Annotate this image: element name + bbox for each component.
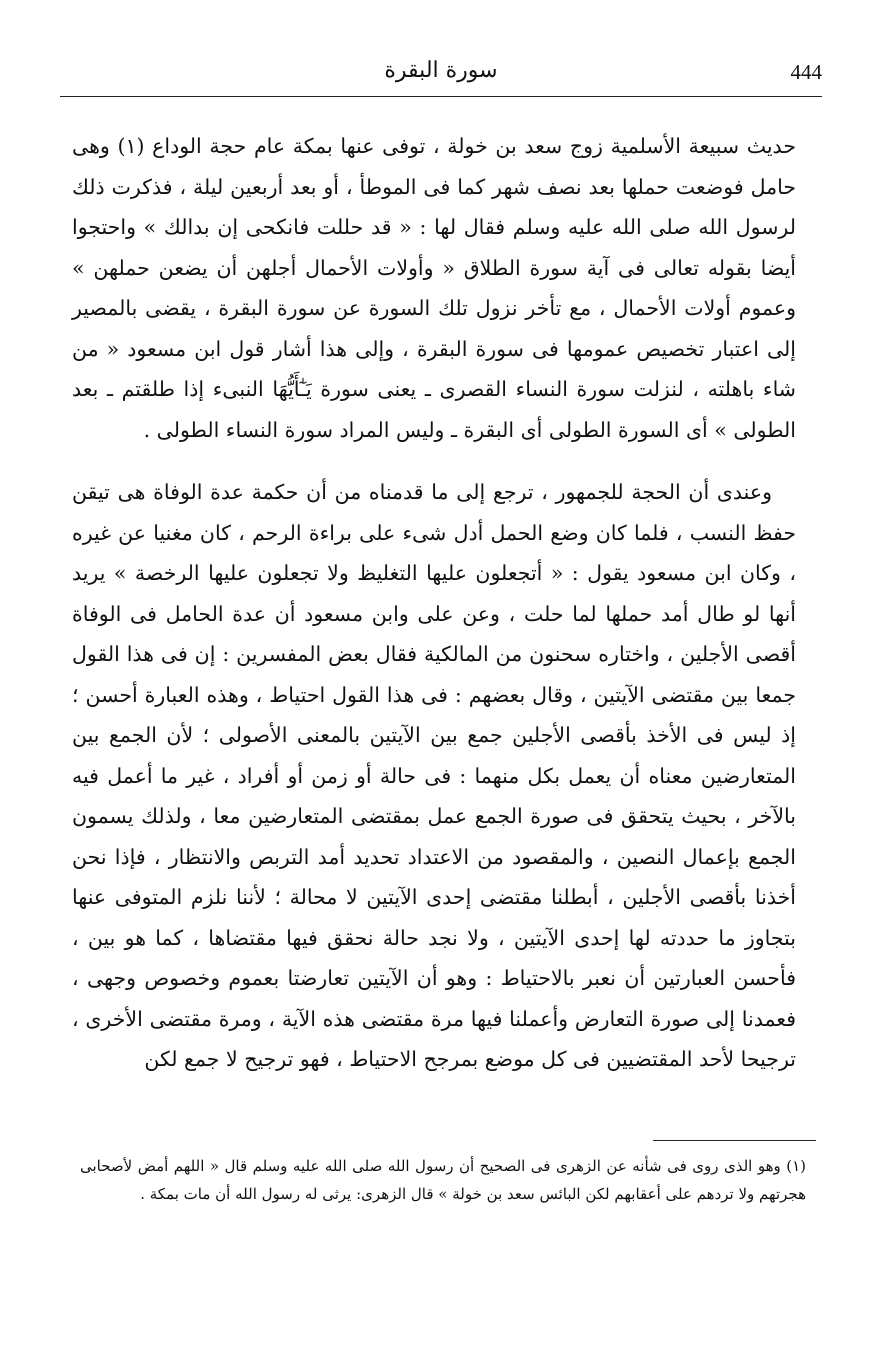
footnote-divider	[653, 1140, 816, 1141]
surah-title: سورة البقرة	[384, 58, 498, 83]
page-number: 444	[790, 60, 822, 84]
header-divider	[60, 96, 822, 97]
paragraph-2: وعندى أن الحجة للجمهور ، ترجع إلى ما قدمناه من أن حكمة عدة الوفاة هى تيقن حفظ النسب ، فلما كان وضع الحمل أدل شىء على براءة الرحم ، كان مغنيا عن غيره ، وكان ابن مسعود يقول : « أتجعلون عليها التغليظ ولا تجعلون عليها الرخصة » يريد أنها لو طال أمد حملها لما حلت ، وعن على وابن مسعود أن عدة الحامل فى الوفاة أقصى الأجلين ، واختاره سحنون من المالكية فقال بعض المفسرين : إن فى هذا القول جمعا بين مقتضى الآيتين ، وقال بعضهم : فى هذا القول احتياط ، وهذه العبارة أحسن ؛ إذ ليس فى الأخذ بأقصى الأجلين جمع بين الآيتين بالمعنى الأصولى ؛ لأن الجمع بين المتعارضين معناه أن يعمل بكل منهما : فى حالة أو زمن أو أفراد ، غير ما أعمل فيه بالآخر ، بحيث يتحقق فى صورة الجمع عمل بمقتضى المتعارضين معا ، ولذلك يسمون الجمع بإعمال النصين ، والمقصود من الاعتداد تحديد أمد التربص والانتظار ، فإذا نحن أخذنا بأقصى الأجلين ، أبطلنا مقتضى إحدى الآيتين لا محالة ؛ لأننا نلزم المتوفى عنها بتجاوز ما حددته لها إحدى الآيتين ، ولا نجد حالة نحقق فيها مقتضاها ، كما هو بين ، فأحسن العبارتين أن نعبر بالاحتياط : وهو أن الآيتين تعارضتا بعموم وخصوص وجهى ، فعمدنا إلى صورة التعارض وأعملنا فيها مرة مقتضى هذه الآية ، ومرة مقتضى الأخرى ، ترجيحا لأحد المقتضيين فى كل موضع بمرجح الاحتياط ، فهو ترجيح لا جمع لكن	[72, 480, 796, 1071]
running-header	[60, 54, 822, 94]
paragraph-1: حديث سبيعة الأسلمية زوج سعد بن خولة ، توفى عنها بمكة عام حجة الوداع (١) وهى حامل فوضعت حملها بعد نصف شهر كما فى الموطأ ، أو بعد أربعين ليلة ، فذكرت ذلك لرسول الله صلى الله عليه وسلم فقال لها : « قد حللت فانكحى إن بدالك » واحتجوا أيضا بقوله تعالى فى آية سورة الطلاق « وأولات الأحمال أجلهن أن يضعن حملهن » وعموم أولات الأحمال ، مع تأخر نزول تلك السورة عن سورة البقرة ، يقضى بالمصير إلى اعتبار تخصيص عمومها فى سورة البقرة ، وإلى هذا أشار قول ابن مسعود « من شاء باهلته ، لنزلت سورة النساء القصرى ـ يعنى سورة يَـٰٓأَيُّهَا النبىء إذا طلقتم ـ بعد الطولى » أى السورة الطولى أى البقرة ـ وليس المراد سورة النساء الطولى .	[72, 134, 796, 442]
footnote: (١) وهو الذى روى فى شأنه عن الزهرى فى الصحيح أن رسول الله صلى الله عليه وسلم قال « اللهم أمض لأصحابى هجرتهم ولا تردهم على أعقابهم لكن البائس سعد بن خولة » قال الزهرى: يرثى له رسول الله أن مات بمكة .	[80, 1157, 806, 1203]
main-text	[72, 126, 796, 1080]
